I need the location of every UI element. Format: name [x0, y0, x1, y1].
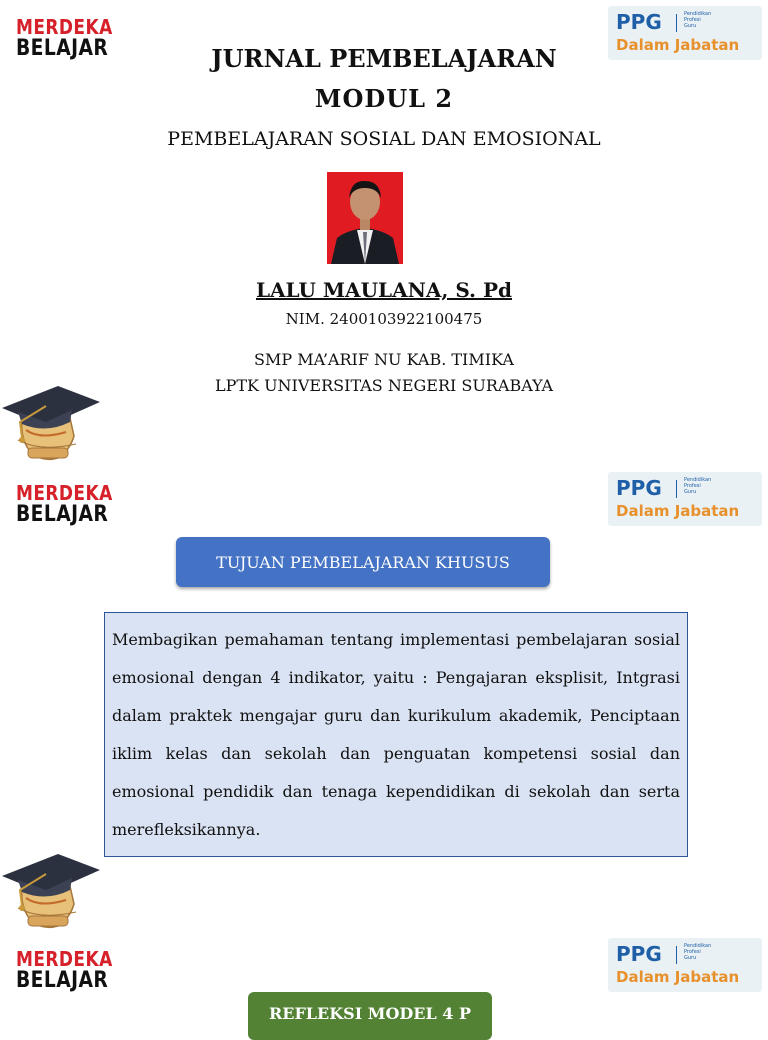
- graduation-cap-icon: [0, 378, 104, 468]
- merdeka-belajar-logo: [16, 947, 113, 993]
- university-name: LPTK UNIVERSITAS NEGERI SURABAYA: [214, 376, 554, 395]
- merdeka-text: MERDEKA: [16, 481, 113, 505]
- ppg-small-text: Pendidikan Profesi Guru: [684, 477, 712, 495]
- belajar-text: BELAJAR: [16, 502, 109, 527]
- merdeka-text: MERDEKA: [16, 15, 113, 39]
- ppg-text: PPG: [616, 476, 662, 500]
- ppg-logo: [608, 938, 762, 992]
- tujuan-text-box: Membagikan pemahaman tentang implementasi pembelajaran sosial emosional dengan 4 indikator, yaitu : Pengajaran eksplisit, Intgrasi dalam praktek mengajar guru dan kurikulum akademik, Penciptaan iklim kelas dan sekolah dan penguatan kompetensi sosial dan emosional pendidik dan tenaga kependidikan di sekolah dan serta merefleksikannya.: [104, 612, 688, 857]
- dalam-jabatan-text: Dalam Jabatan: [616, 36, 740, 54]
- school-name: SMP MA’ARIF NU KAB. TIMIKA: [254, 350, 514, 369]
- ppg-logo: [608, 472, 762, 526]
- ppg-small-text: Pendidikan Profesi Guru: [684, 11, 712, 29]
- ppg-divider: [676, 480, 677, 498]
- page-title: JURNAL PEMBELAJARAN: [211, 44, 557, 73]
- ppg-text: PPG: [616, 942, 662, 966]
- dalam-jabatan-text: Dalam Jabatan: [616, 968, 740, 986]
- ppg-divider: [676, 14, 677, 32]
- ppg-divider: [676, 946, 677, 964]
- ppg-text: PPG: [616, 10, 662, 34]
- subtitle: PEMBELAJARAN SOSIAL DAN EMOSIONAL: [167, 128, 601, 150]
- graduation-cap-icon: [0, 846, 104, 936]
- merdeka-text: MERDEKA: [16, 947, 113, 971]
- author-photo: [327, 172, 403, 264]
- section-heading-tujuan: TUJUAN PEMBELAJARAN KHUSUS: [176, 537, 550, 587]
- author-name: LALU MAULANA, S. Pd: [255, 278, 513, 302]
- section-heading-refleksi: REFLEKSI MODEL 4 P: [248, 992, 492, 1040]
- belajar-text: BELAJAR: [16, 36, 109, 61]
- merdeka-belajar-logo: [16, 481, 113, 527]
- belajar-text: BELAJAR: [16, 968, 109, 993]
- dalam-jabatan-text: Dalam Jabatan: [616, 502, 740, 520]
- ppg-small-text: Pendidikan Profesi Guru: [684, 943, 712, 961]
- module-title: MODUL 2: [314, 84, 454, 113]
- author-nim: NIM. 2400103922100475: [285, 310, 483, 328]
